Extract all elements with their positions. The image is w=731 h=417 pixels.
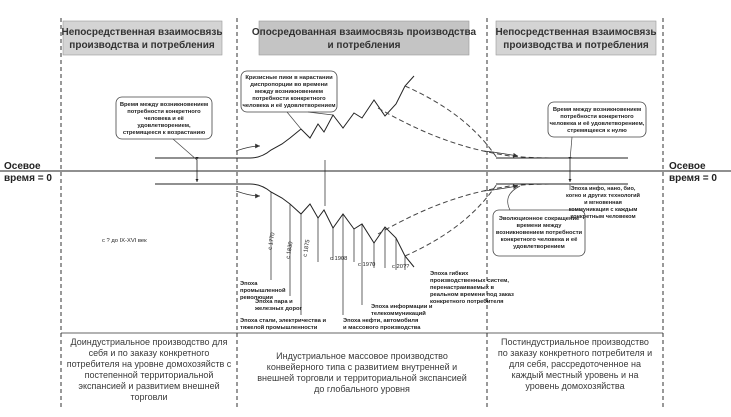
svg-text:постепенной территориальной: постепенной территориальной: [84, 370, 214, 380]
epoch-labels: [240, 270, 514, 331]
callout-crisis-line5: человека и её удовлетворением: [242, 103, 336, 109]
callout-evolution-line1: Эволюционное сокращение: [498, 216, 580, 222]
callout-right-time-line4: стремящееся к нулю: [567, 128, 627, 134]
svg-text:для себя, рассредоточенное на: для себя, рассредоточенное на: [509, 359, 641, 369]
axis-label-right-1: Осевое: [669, 161, 706, 172]
info-epoch-line2: когно и других технологий: [566, 193, 640, 199]
svg-text:уровень домохозяйства: уровень домохозяйства: [525, 381, 625, 391]
bottom-left-description: [67, 337, 232, 402]
header-middle-line1: Опосредованная взаимосвязь производства: [251, 27, 477, 38]
svg-text:железных дорог: железных дорог: [255, 306, 302, 312]
svg-text:каждый местный уровень и на: каждый местный уровень и на: [511, 370, 639, 380]
callout-right-time-line1: Время между возникновением: [552, 107, 642, 113]
callout-crisis-line1: Кризисные пики в нарастании: [245, 75, 333, 81]
bottom-middle-description: [257, 351, 467, 394]
callout-left-time-line2: потребности конкретного: [127, 109, 201, 115]
svg-text:конкретного потребителя: конкретного потребителя: [430, 299, 504, 305]
epoch-industrial-revolution: [240, 281, 286, 301]
svg-text:Индустриальное массовое произв: Индустриальное массовое производство: [276, 351, 448, 361]
info-epoch-line4: коммуникация с каждым: [568, 207, 638, 213]
callout-crisis-line3: между возникновением: [254, 89, 324, 95]
date-labels: [102, 232, 410, 270]
svg-text:внешней торговли и территориал: внешней торговли и территориальной экспансией: [257, 373, 467, 383]
header-right: [495, 21, 656, 55]
svg-text:производственных систем,: производственных систем,: [430, 278, 510, 284]
callout-crisis-peaks: [241, 71, 337, 129]
date-1970: с 1970: [358, 262, 376, 268]
header-middle: [252, 21, 477, 55]
arrow-lower-left: [236, 191, 260, 196]
svg-text:реальном времени под заказ: реальном времени под заказ: [430, 292, 514, 298]
callout-evolution-line3: возникновением потребности: [495, 230, 583, 236]
date-1875: с 1875: [302, 239, 312, 258]
header-left: [61, 21, 222, 55]
axis-label-left-1: Осевое: [4, 161, 41, 172]
axis-label-right-2: время = 0: [669, 173, 717, 184]
svg-text:Постиндустриальное производств: Постиндустриальное производство: [501, 337, 649, 347]
info-epoch-line1: Эпоха инфо, нано, био,: [570, 186, 636, 192]
callout-right-time: [548, 102, 646, 160]
callout-left-time-line4: удовлетворением,: [137, 123, 191, 129]
info-epoch-line5: конкретным человеком: [570, 214, 636, 220]
svg-text:промышленной: промышленной: [240, 288, 286, 294]
epoch-info-telecom: [371, 303, 433, 317]
date-1830: с 1830: [285, 241, 295, 260]
svg-text:Эпоха гибких: Эпоха гибких: [430, 271, 469, 277]
svg-text:и массового производства: и массового производства: [343, 325, 421, 331]
lower-zigzag: [250, 184, 414, 267]
svg-text:потребителя на уровне домохозя: потребителя на уровне домохозяйств с: [66, 359, 232, 369]
svg-text:перенастраиваемых в: перенастраиваемых в: [430, 285, 495, 291]
lower-dashed-steep: [405, 184, 497, 256]
axis-label-left-2: время = 0: [4, 173, 52, 184]
svg-text:революции: революции: [240, 295, 273, 301]
epoch-steam-rail: [254, 299, 303, 312]
header-middle-line2: и потребления: [327, 40, 401, 51]
header-right-line2: производства и потребления: [503, 40, 649, 51]
arrow-upper-left: [236, 146, 260, 151]
svg-text:конвейерного типа с развитием: конвейерного типа с развитием внутренней и: [266, 362, 458, 372]
svg-text:себя и по заказу конкретного: себя и по заказу конкретного: [88, 348, 210, 358]
date-1770: с 1770: [267, 232, 277, 251]
header-left-line2: производства и потребления: [69, 40, 215, 51]
header-left-line1: Непосредственная взаимосвязь: [61, 27, 223, 38]
callout-crisis-line2: диспропорции во времени: [250, 82, 328, 88]
upper-dashed-decline: [378, 108, 562, 158]
svg-text:до глобального уровня: до глобального уровня: [314, 384, 410, 394]
upper-dashed-steep: [405, 86, 497, 158]
date-1908: с 1908: [330, 256, 348, 262]
svg-text:тяжелой промышленности: тяжелой промышленности: [240, 325, 318, 331]
svg-text:Эпоха нефти, автомобиля: Эпоха нефти, автомобиля: [343, 318, 419, 324]
svg-text:Эпоха стали, электричества и: Эпоха стали, электричества и: [240, 318, 327, 324]
callout-left-time-line1: Время между возникновением: [119, 102, 209, 108]
svg-text:Эпоха: Эпоха: [240, 281, 258, 287]
svg-text:по заказу конкретного потребит: по заказу конкретного потребителя и: [497, 348, 653, 358]
callout-evolution-line2: времени между: [516, 223, 562, 229]
epoch-oil-auto: [343, 317, 421, 331]
callout-evolution-line5: удовлетворением: [513, 244, 565, 250]
date-early: с ? до IX-XVI век: [102, 238, 147, 244]
callout-right-time-line2: потребности конкретного: [560, 114, 634, 120]
svg-text:экспансией и развитием внешней: экспансией и развитием внешней: [78, 381, 220, 391]
callout-left-time: [116, 97, 212, 160]
epoch-drop-lines: [271, 160, 405, 315]
epoch-flexible-systems: [430, 270, 514, 305]
header-right-line1: Непосредственная взаимосвязь: [495, 27, 657, 38]
svg-text:телекоммуникаций: телекоммуникаций: [371, 311, 426, 317]
callout-left-time-line5: стремящееся к возрастанию: [122, 130, 206, 136]
bottom-right-description: [498, 337, 652, 391]
info-epoch-label: [566, 184, 640, 220]
arrow-upper-right: [484, 151, 518, 156]
svg-text:Доиндустриальное производство: Доиндустриальное производство для: [70, 337, 228, 347]
epoch-steel-electric: [240, 318, 326, 331]
svg-text:торговли: торговли: [130, 392, 168, 402]
date-2077: с 20??: [392, 264, 410, 270]
svg-text:Эпоха пара и: Эпоха пара и: [255, 299, 293, 305]
callout-left-time-line3: человека и её: [144, 116, 184, 122]
callout-right-time-line3: человека и её удовлетворением,: [549, 121, 645, 127]
callout-evolution-line4: конкретного человека и её: [500, 237, 578, 243]
info-epoch-line3: и мгновенная: [584, 200, 622, 206]
svg-text:Эпоха информации и: Эпоха информации и: [371, 304, 433, 310]
callout-crisis-line4: потребности конкретного: [252, 96, 326, 102]
